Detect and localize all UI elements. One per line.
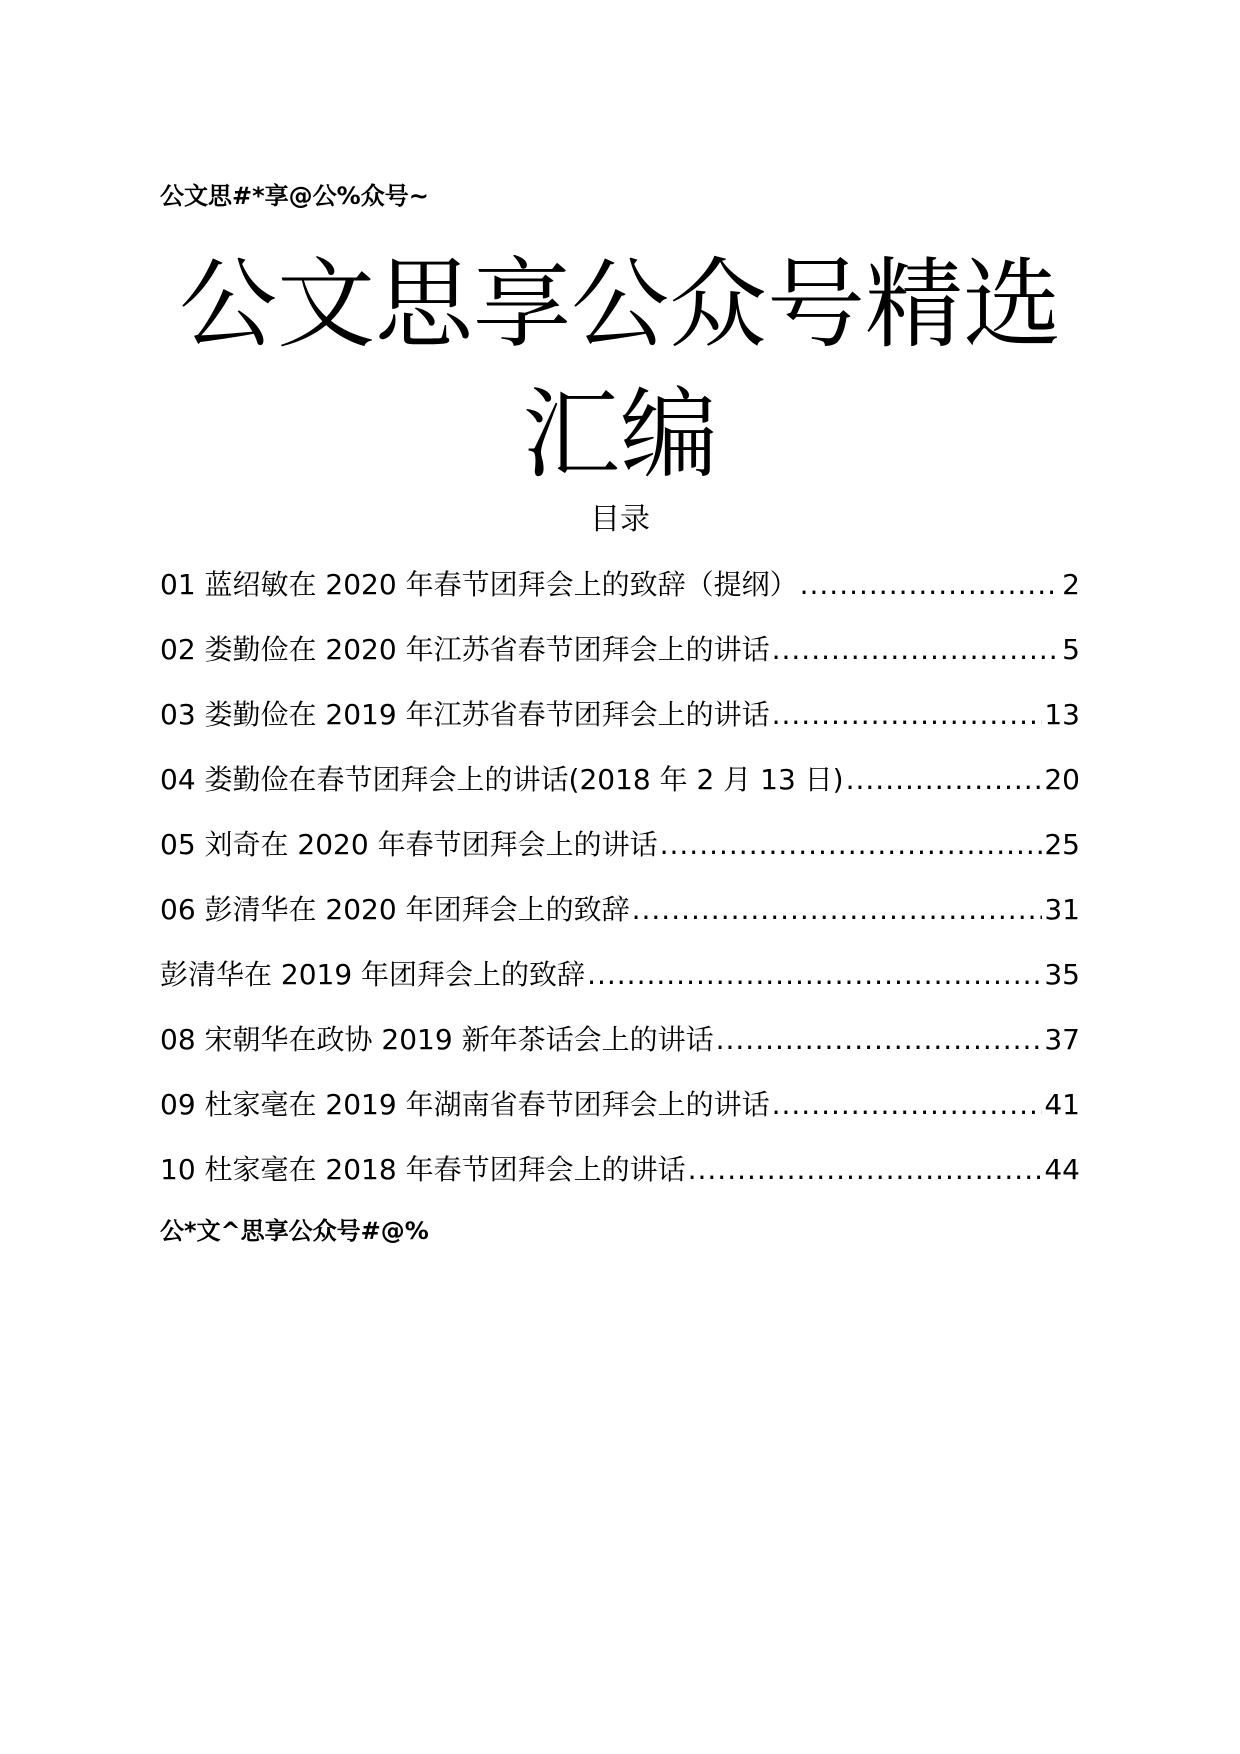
- toc-entry-page: 5: [1062, 633, 1080, 666]
- toc-entry-page: 37: [1044, 1023, 1080, 1056]
- toc-leader-dots: [800, 565, 1061, 605]
- toc-entry[interactable]: [160, 760, 1080, 825]
- toc-entry-page: 44: [1044, 1153, 1080, 1186]
- toc-entry-page: 2: [1062, 568, 1080, 601]
- toc-entry-page: 41: [1044, 1088, 1080, 1121]
- toc-entry-title: 05 刘奇在 2020 年春节团拜会上的讲话: [160, 828, 658, 861]
- toc-entry[interactable]: [160, 1085, 1080, 1150]
- footer-note: 公*文^思享公众号#@%: [160, 1217, 429, 1245]
- toc-entry[interactable]: [160, 695, 1080, 760]
- toc-entry-title: 彭清华在 2019 年团拜会上的致辞: [160, 958, 586, 991]
- toc-leader-dots: [772, 1085, 1043, 1125]
- toc-entry-title: 02 娄勤俭在 2020 年江苏省春节团拜会上的讲话: [160, 633, 770, 666]
- table-of-contents: [160, 565, 1080, 1215]
- toc-entry-page: 20: [1044, 763, 1080, 796]
- toc-entry[interactable]: [160, 890, 1080, 955]
- toc-heading: 目录: [590, 502, 650, 537]
- header-note: 公文思#*享@公%众号~: [160, 182, 429, 210]
- toc-leader-dots: [660, 825, 1043, 865]
- toc-entry[interactable]: [160, 1020, 1080, 1085]
- toc-entry-title: 03 娄勤俭在 2019 年江苏省春节团拜会上的讲话: [160, 698, 770, 731]
- toc-entry-title: 04 娄勤俭在春节团拜会上的讲话(2018 年 2 月 13 日): [160, 763, 844, 796]
- toc-entry-page: 25: [1044, 828, 1080, 861]
- toc-leader-dots: [772, 695, 1043, 735]
- toc-leader-dots: [846, 760, 1043, 800]
- toc-entry[interactable]: [160, 825, 1080, 890]
- toc-entry[interactable]: [160, 630, 1080, 695]
- document-title: 公文思享公众号精选汇编: [178, 248, 1061, 492]
- toc-entry-title: 06 彭清华在 2020 年团拜会上的致辞: [160, 893, 630, 926]
- toc-leader-dots: [688, 1150, 1043, 1190]
- toc-leader-dots: [632, 890, 1043, 930]
- toc-entry-page: 35: [1044, 958, 1080, 991]
- toc-leader-dots: [587, 955, 1042, 995]
- toc-entry[interactable]: [160, 565, 1080, 630]
- toc-entry-page: 13: [1044, 698, 1080, 731]
- toc-leader-dots: [772, 630, 1061, 670]
- toc-entry-title: 10 杜家毫在 2018 年春节团拜会上的讲话: [160, 1153, 686, 1186]
- toc-leader-dots: [716, 1020, 1043, 1060]
- toc-entry-title: 01 蓝绍敏在 2020 年春节团拜会上的致辞（提纲）: [160, 568, 798, 601]
- toc-entry-title: 08 宋朝华在政协 2019 新年茶话会上的讲话: [160, 1023, 714, 1056]
- toc-entry[interactable]: [160, 1150, 1080, 1215]
- toc-entry-title: 09 杜家毫在 2019 年湖南省春节团拜会上的讲话: [160, 1088, 770, 1121]
- toc-entry-page: 31: [1044, 893, 1080, 926]
- toc-entry[interactable]: [160, 955, 1080, 1020]
